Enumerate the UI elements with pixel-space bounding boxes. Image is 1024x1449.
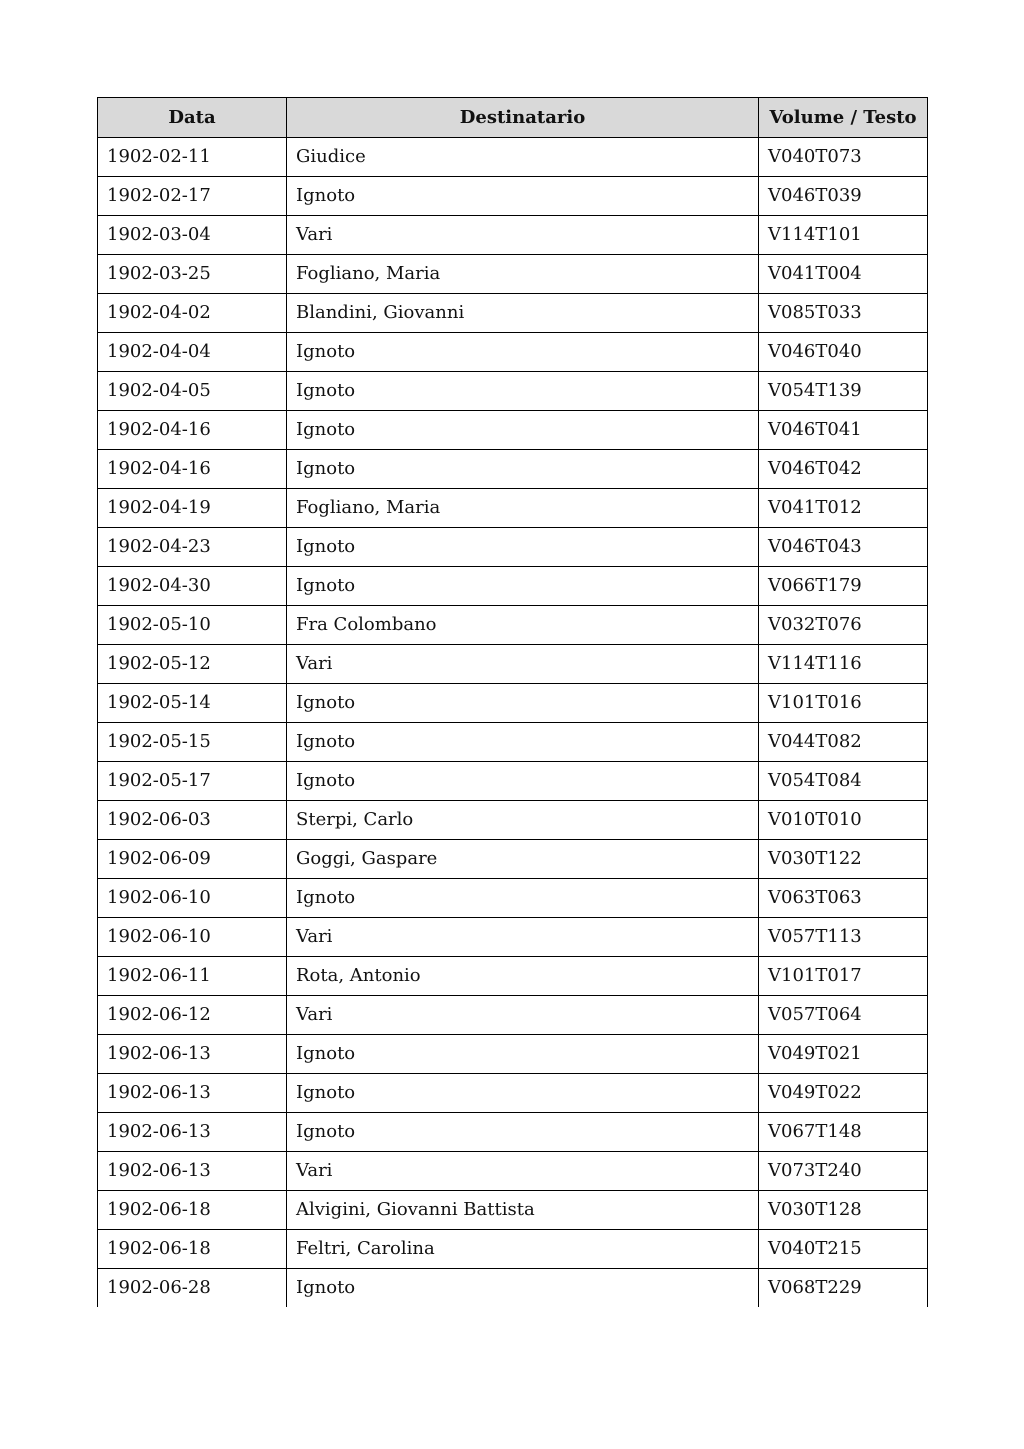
table-row xyxy=(98,645,928,684)
header-volume: Volume / Testo xyxy=(759,98,928,138)
cell-date: 1902-03-04 xyxy=(98,216,287,255)
cell-recipient: Alvigini, Giovanni Battista xyxy=(287,1191,759,1230)
cell-date: 1902-04-30 xyxy=(98,567,287,606)
cell-date: 1902-06-18 xyxy=(98,1230,287,1269)
cell-recipient: Ignoto xyxy=(287,372,759,411)
cell-date: 1902-06-28 xyxy=(98,1269,287,1308)
header-recipient: Destinatario xyxy=(287,98,759,138)
cell-date: 1902-04-16 xyxy=(98,450,287,489)
cell-volume: V046T041 xyxy=(759,411,928,450)
cell-volume: V030T122 xyxy=(759,840,928,879)
cell-date: 1902-03-25 xyxy=(98,255,287,294)
cell-recipient: Ignoto xyxy=(287,684,759,723)
cell-date: 1902-06-18 xyxy=(98,1191,287,1230)
cell-recipient: Ignoto xyxy=(287,1269,759,1308)
cell-volume: V057T113 xyxy=(759,918,928,957)
table-row xyxy=(98,1230,928,1269)
cell-recipient: Ignoto xyxy=(287,528,759,567)
cell-date: 1902-04-16 xyxy=(98,411,287,450)
cell-recipient: Ignoto xyxy=(287,411,759,450)
cell-date: 1902-06-13 xyxy=(98,1074,287,1113)
cell-volume: V057T064 xyxy=(759,996,928,1035)
cell-recipient: Vari xyxy=(287,1152,759,1191)
cell-recipient: Ignoto xyxy=(287,1113,759,1152)
cell-volume: V114T101 xyxy=(759,216,928,255)
cell-date: 1902-05-12 xyxy=(98,645,287,684)
cell-volume: V041T012 xyxy=(759,489,928,528)
cell-date: 1902-04-19 xyxy=(98,489,287,528)
cell-recipient: Vari xyxy=(287,996,759,1035)
cell-recipient: Ignoto xyxy=(287,567,759,606)
table-row xyxy=(98,918,928,957)
cell-recipient: Ignoto xyxy=(287,1035,759,1074)
cell-date: 1902-06-10 xyxy=(98,879,287,918)
cell-date: 1902-06-03 xyxy=(98,801,287,840)
cell-date: 1902-02-11 xyxy=(98,138,287,177)
cell-volume: V046T039 xyxy=(759,177,928,216)
cell-recipient: Fra Colombano xyxy=(287,606,759,645)
cell-volume: V101T016 xyxy=(759,684,928,723)
header-date: Data xyxy=(98,98,287,138)
table-row xyxy=(98,1191,928,1230)
cell-volume: V063T063 xyxy=(759,879,928,918)
table-row xyxy=(98,411,928,450)
cell-date: 1902-06-13 xyxy=(98,1113,287,1152)
cell-recipient: Goggi, Gaspare xyxy=(287,840,759,879)
table-row xyxy=(98,1152,928,1191)
table-row xyxy=(98,1269,928,1308)
cell-volume: V030T128 xyxy=(759,1191,928,1230)
cell-volume: V068T229 xyxy=(759,1269,928,1308)
cell-recipient: Vari xyxy=(287,645,759,684)
letters-table xyxy=(97,97,928,1307)
cell-recipient: Vari xyxy=(287,918,759,957)
cell-date: 1902-05-14 xyxy=(98,684,287,723)
cell-volume: V049T022 xyxy=(759,1074,928,1113)
cell-recipient: Ignoto xyxy=(287,762,759,801)
cell-volume: V010T010 xyxy=(759,801,928,840)
cell-volume: V114T116 xyxy=(759,645,928,684)
cell-volume: V046T040 xyxy=(759,333,928,372)
cell-volume: V073T240 xyxy=(759,1152,928,1191)
table-row xyxy=(98,684,928,723)
table-row xyxy=(98,489,928,528)
cell-volume: V046T042 xyxy=(759,450,928,489)
cell-date: 1902-05-15 xyxy=(98,723,287,762)
table-body xyxy=(98,138,928,1308)
cell-date: 1902-06-11 xyxy=(98,957,287,996)
cell-date: 1902-06-12 xyxy=(98,996,287,1035)
table-row xyxy=(98,606,928,645)
cell-volume: V054T139 xyxy=(759,372,928,411)
table-row xyxy=(98,1035,928,1074)
cell-recipient: Ignoto xyxy=(287,333,759,372)
table-row xyxy=(98,450,928,489)
cell-recipient: Ignoto xyxy=(287,879,759,918)
table-row xyxy=(98,840,928,879)
cell-recipient: Blandini, Giovanni xyxy=(287,294,759,333)
cell-volume: V046T043 xyxy=(759,528,928,567)
table-row xyxy=(98,1113,928,1152)
table-row xyxy=(98,255,928,294)
cell-date: 1902-06-13 xyxy=(98,1152,287,1191)
table-row xyxy=(98,138,928,177)
cell-date: 1902-06-13 xyxy=(98,1035,287,1074)
table-row xyxy=(98,216,928,255)
cell-date: 1902-06-10 xyxy=(98,918,287,957)
cell-recipient: Vari xyxy=(287,216,759,255)
cell-volume: V054T084 xyxy=(759,762,928,801)
cell-recipient: Sterpi, Carlo xyxy=(287,801,759,840)
table-row xyxy=(98,879,928,918)
table-row xyxy=(98,723,928,762)
cell-volume: V049T021 xyxy=(759,1035,928,1074)
table-row xyxy=(98,333,928,372)
cell-volume: V101T017 xyxy=(759,957,928,996)
cell-date: 1902-04-02 xyxy=(98,294,287,333)
cell-recipient: Ignoto xyxy=(287,177,759,216)
cell-recipient: Ignoto xyxy=(287,450,759,489)
table-row xyxy=(98,177,928,216)
cell-volume: V041T004 xyxy=(759,255,928,294)
cell-date: 1902-05-17 xyxy=(98,762,287,801)
cell-date: 1902-04-05 xyxy=(98,372,287,411)
table-row xyxy=(98,372,928,411)
cell-recipient: Rota, Antonio xyxy=(287,957,759,996)
cell-recipient: Fogliano, Maria xyxy=(287,489,759,528)
cell-recipient: Feltri, Carolina xyxy=(287,1230,759,1269)
cell-volume: V085T033 xyxy=(759,294,928,333)
document-page xyxy=(97,97,927,1307)
table-row xyxy=(98,528,928,567)
cell-date: 1902-02-17 xyxy=(98,177,287,216)
cell-date: 1902-04-04 xyxy=(98,333,287,372)
table-row xyxy=(98,294,928,333)
table-row xyxy=(98,996,928,1035)
cell-volume: V032T076 xyxy=(759,606,928,645)
cell-volume: V040T215 xyxy=(759,1230,928,1269)
table-row xyxy=(98,762,928,801)
table-row xyxy=(98,957,928,996)
table-row xyxy=(98,567,928,606)
cell-volume: V044T082 xyxy=(759,723,928,762)
cell-volume: V067T148 xyxy=(759,1113,928,1152)
cell-volume: V040T073 xyxy=(759,138,928,177)
cell-recipient: Giudice xyxy=(287,138,759,177)
table-header-row xyxy=(98,98,928,138)
cell-date: 1902-05-10 xyxy=(98,606,287,645)
cell-volume: V066T179 xyxy=(759,567,928,606)
cell-recipient: Fogliano, Maria xyxy=(287,255,759,294)
cell-date: 1902-06-09 xyxy=(98,840,287,879)
cell-recipient: Ignoto xyxy=(287,1074,759,1113)
cell-recipient: Ignoto xyxy=(287,723,759,762)
table-row xyxy=(98,801,928,840)
table-row xyxy=(98,1074,928,1113)
cell-date: 1902-04-23 xyxy=(98,528,287,567)
